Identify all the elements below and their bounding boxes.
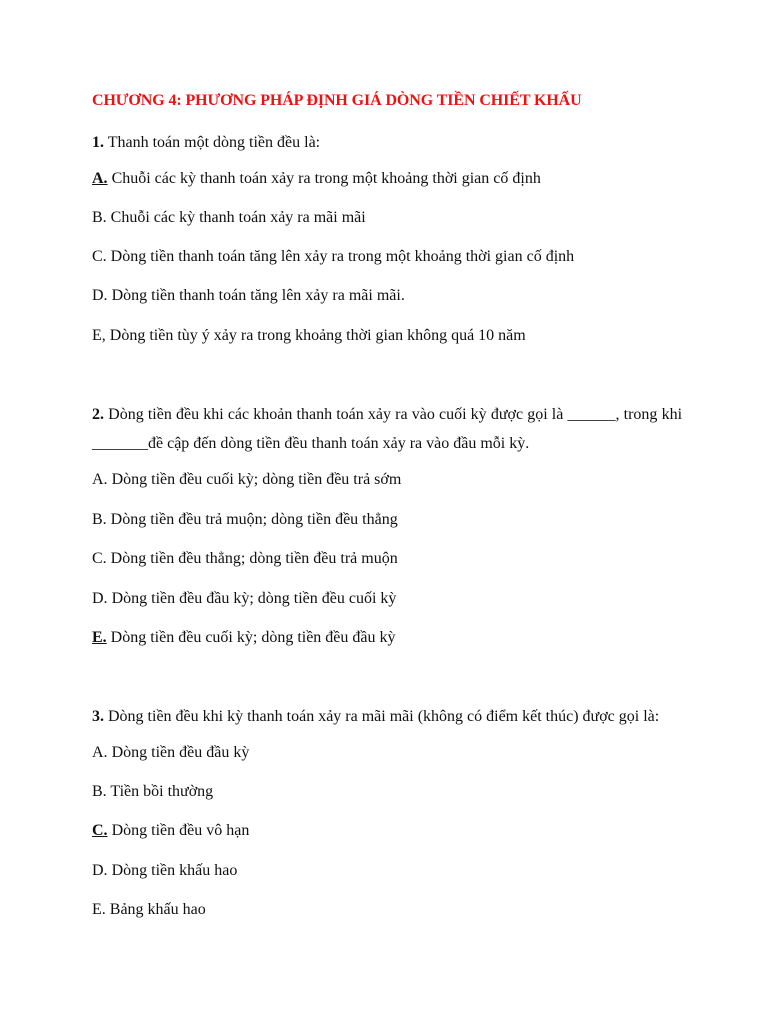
chapter-title: CHƯƠNG 4: PHƯƠNG PHÁP ĐỊNH GIÁ DÒNG TIỀN CHIẾT KHẤU [92,92,582,109]
option-3c [92,820,249,842]
option-key: C. [92,550,107,567]
option-text: Dòng tiền đều trả muộn; dòng tiền đều thẳng [110,511,398,528]
option-1a [92,168,541,190]
option-text: Dòng tiền thanh toán tăng lên xảy ra trong một khoảng thời gian cố định [110,248,575,265]
option-text: Dòng tiền đều cuối kỳ; dòng tiền đều đầu kỳ [110,629,396,646]
option-1e [92,325,526,347]
option-text: Tiền bồi thường [110,783,214,800]
option-key: E. [92,901,106,918]
option-2e [92,627,396,649]
option-text: Dòng tiền đều cuối kỳ; dòng tiền đều trả sớm [111,471,402,488]
option-1b [92,207,366,229]
option-text: Dòng tiền đều thẳng; dòng tiền đều trả muộn [110,550,398,567]
option-text: Dòng tiền đều vô hạn [111,822,250,839]
question-text: Dòng tiền đều khi kỳ thanh toán xảy ra mãi mãi (không có điểm kết thúc) được gọi là: [108,708,660,725]
question-number: 1. [92,134,104,151]
option-text: Dòng tiền đều đầu kỳ [111,744,250,761]
option-key: C. [92,248,107,265]
option-1d [92,285,405,307]
option-text: Chuỗi các kỳ thanh toán xảy ra trong một khoảng thời gian cố định [111,170,541,187]
option-key: D. [92,590,108,607]
option-key: D. [92,287,108,304]
option-3a [92,742,249,764]
option-key: B. [92,783,107,800]
question-number: 2. [92,406,104,423]
option-2b [92,509,398,531]
option-key: B. [92,209,107,226]
option-3d [92,860,237,882]
option-3b [92,781,213,803]
question-1 [92,132,320,154]
option-key: E, [92,327,106,344]
option-text: Dòng tiền khấu hao [111,862,238,879]
option-1c [92,246,574,268]
option-key: A. [92,170,108,187]
option-key: A. [92,744,108,761]
option-2c [92,548,398,570]
question-number: 3. [92,708,104,725]
option-key: E. [92,629,107,646]
option-text: Dòng tiền thanh toán tăng lên xảy ra mãi mãi. [111,287,405,304]
question-2 [92,400,682,458]
question-text: Dòng tiền đều khi các khoản thanh toán xảy ra vào cuối kỳ được gọi là ______, trong khi _______đề cập đến dòng tiền đều thanh toán xảy ra vào đầu mỗi kỳ. [92,406,683,452]
option-text: Chuỗi các kỳ thanh toán xảy ra mãi mãi [110,209,366,226]
option-text: Dòng tiền tùy ý xảy ra trong khoảng thời gian không quá 10 năm [109,327,526,344]
option-key: B. [92,511,107,528]
option-2d [92,588,396,610]
option-key: C. [92,822,108,839]
option-key: D. [92,862,108,879]
option-text: Dòng tiền đều đầu kỳ; dòng tiền đều cuối kỳ [111,590,397,607]
question-3 [92,706,659,728]
question-text: Thanh toán một dòng tiền đều là: [107,134,321,151]
option-2a [92,469,401,491]
option-key: A. [92,471,108,488]
option-text: Bảng khấu hao [109,901,206,918]
option-3e [92,899,206,921]
